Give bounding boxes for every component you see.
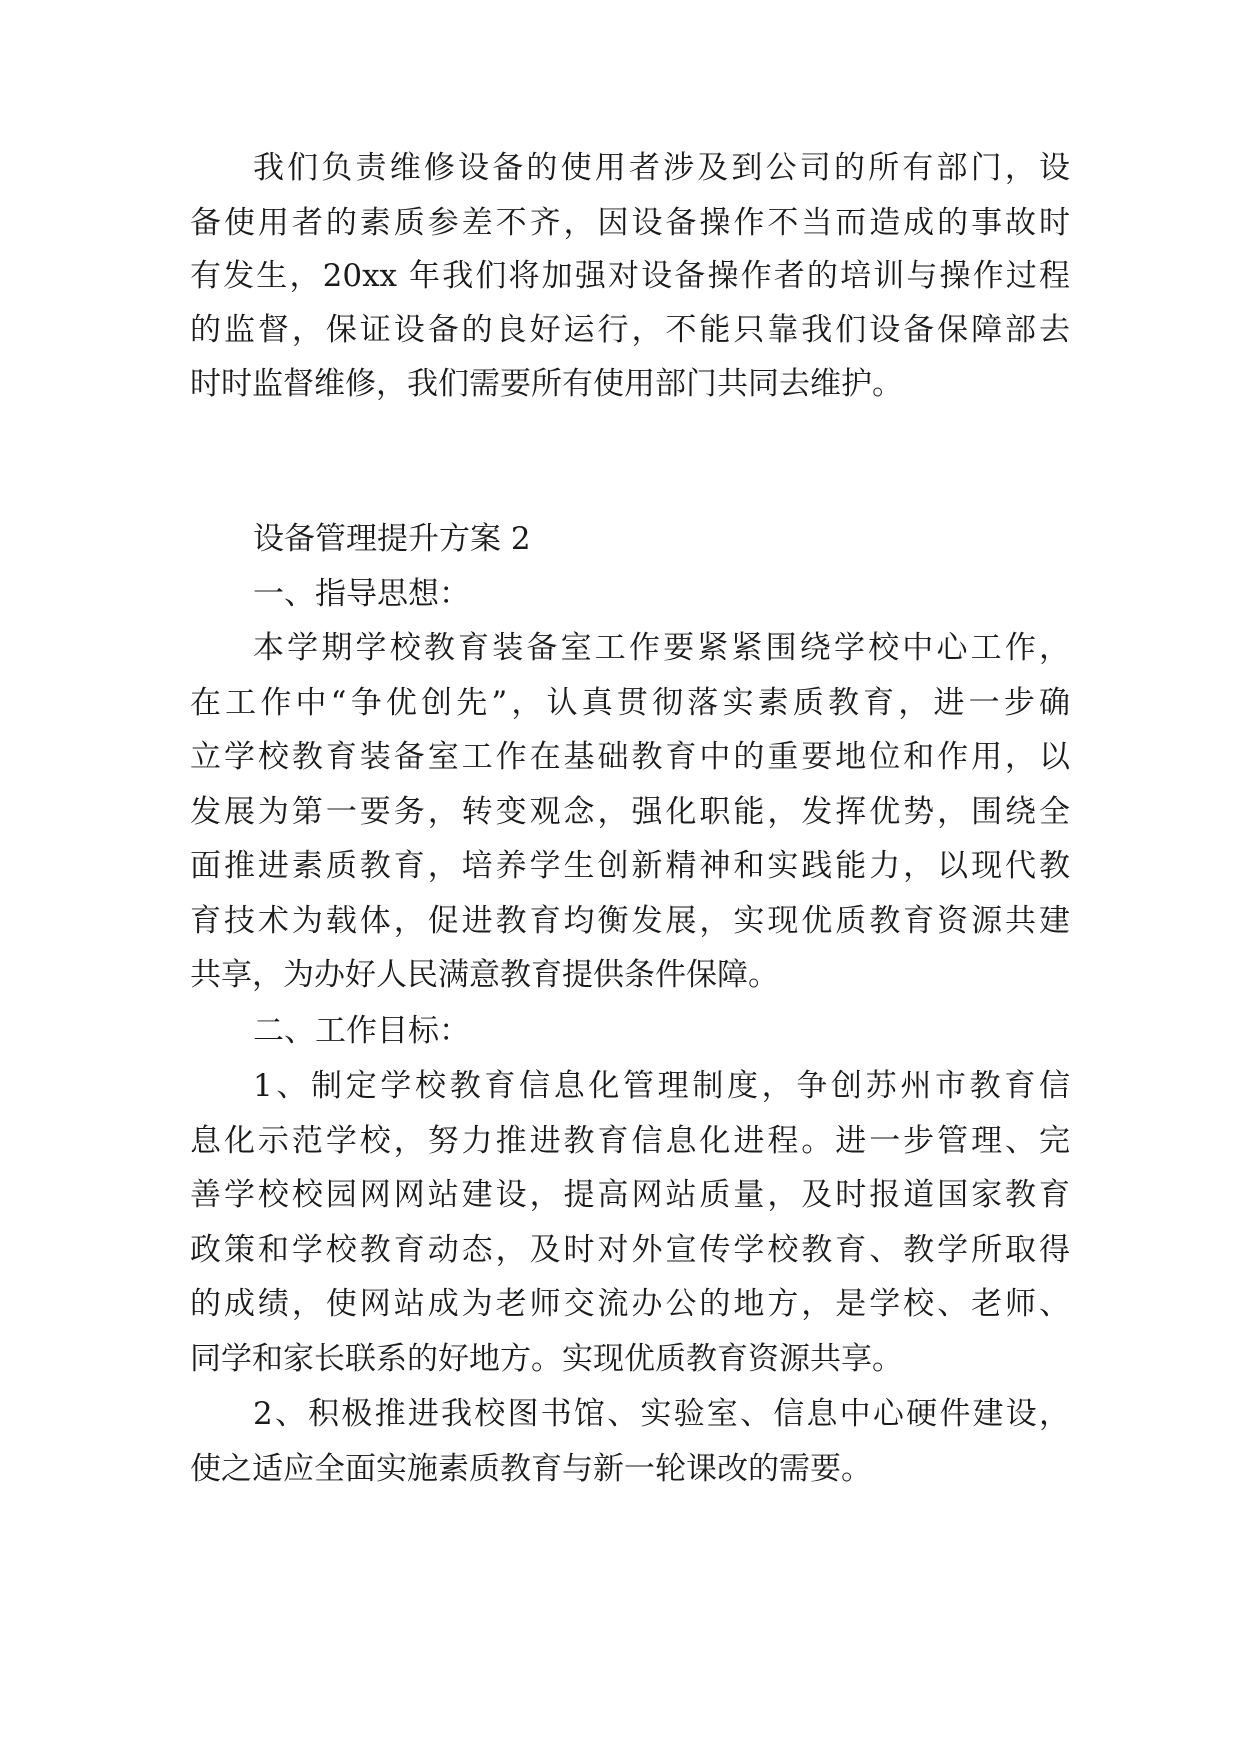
paragraph-line: 的成绩，使网站成为老师交流办公的地方，是学校、老师、 [190, 1286, 1070, 1322]
paragraph-line: 我们负责维修设备的使用者涉及到公司的所有部门，设 [253, 150, 1070, 186]
paragraph-line: 1、制定学校教育信息化管理制度，争创苏州市教育信 [253, 1068, 1070, 1104]
paragraph-line: 立学校教育装备室工作在基础教育中的重要地位和作用，以 [190, 739, 1070, 775]
section-heading: 一、指导思想： [253, 576, 470, 612]
paragraph-line: 善学校校园网网站建设，提高网站质量，及时报道国家教育 [190, 1177, 1070, 1213]
paragraph-line: 使之适应全面实施素质教育与新一轮课改的需要。 [190, 1451, 872, 1487]
paragraph-line: 育技术为载体，促进教育均衡发展，实现优质教育资源共建 [190, 903, 1070, 939]
paragraph-line: 本学期学校教育装备室工作要紧紧围绕学校中心工作， [253, 630, 1070, 666]
paragraph-line: 时时监督维修，我们需要所有使用部门共同去维护。 [190, 366, 903, 402]
paragraph-line: 面推进素质教育，培养学生创新精神和实践能力，以现代教 [190, 848, 1070, 884]
paragraph-line: 共享，为办好人民满意教育提供条件保障。 [190, 957, 779, 993]
paragraph-line: 息化示范学校，努力推进教育信息化进程。进一步管理、完 [190, 1123, 1070, 1159]
paragraph-line: 2、积极推进我校图书馆、实验室、信息中心硬件建设， [253, 1396, 1070, 1432]
paragraph-line: 政策和学校教育动态，及时对外宣传学校教育、教学所取得 [190, 1232, 1070, 1268]
paragraph-line: 备使用者的素质参差不齐，因设备操作不当而造成的事故时 [190, 205, 1070, 241]
paragraph-line: 同学和家长联系的好地方。实现优质教育资源共享。 [190, 1341, 903, 1377]
paragraph-line: 在工作中“争优创先”，认真贯彻落实素质教育，进一步确 [190, 685, 1070, 721]
paragraph-line: 的监督，保证设备的良好运行，不能只靠我们设备保障部去 [190, 312, 1070, 348]
paragraph-line: 有发生，20xx 年我们将加强对设备操作者的培训与操作过程 [190, 258, 1070, 294]
section-heading: 二、工作目标： [253, 1013, 470, 1049]
paragraph-line: 发展为第一要务，转变观念，强化职能，发挥优势，围绕全 [190, 794, 1070, 830]
section-title: 设备管理提升方案 2 [253, 521, 531, 557]
